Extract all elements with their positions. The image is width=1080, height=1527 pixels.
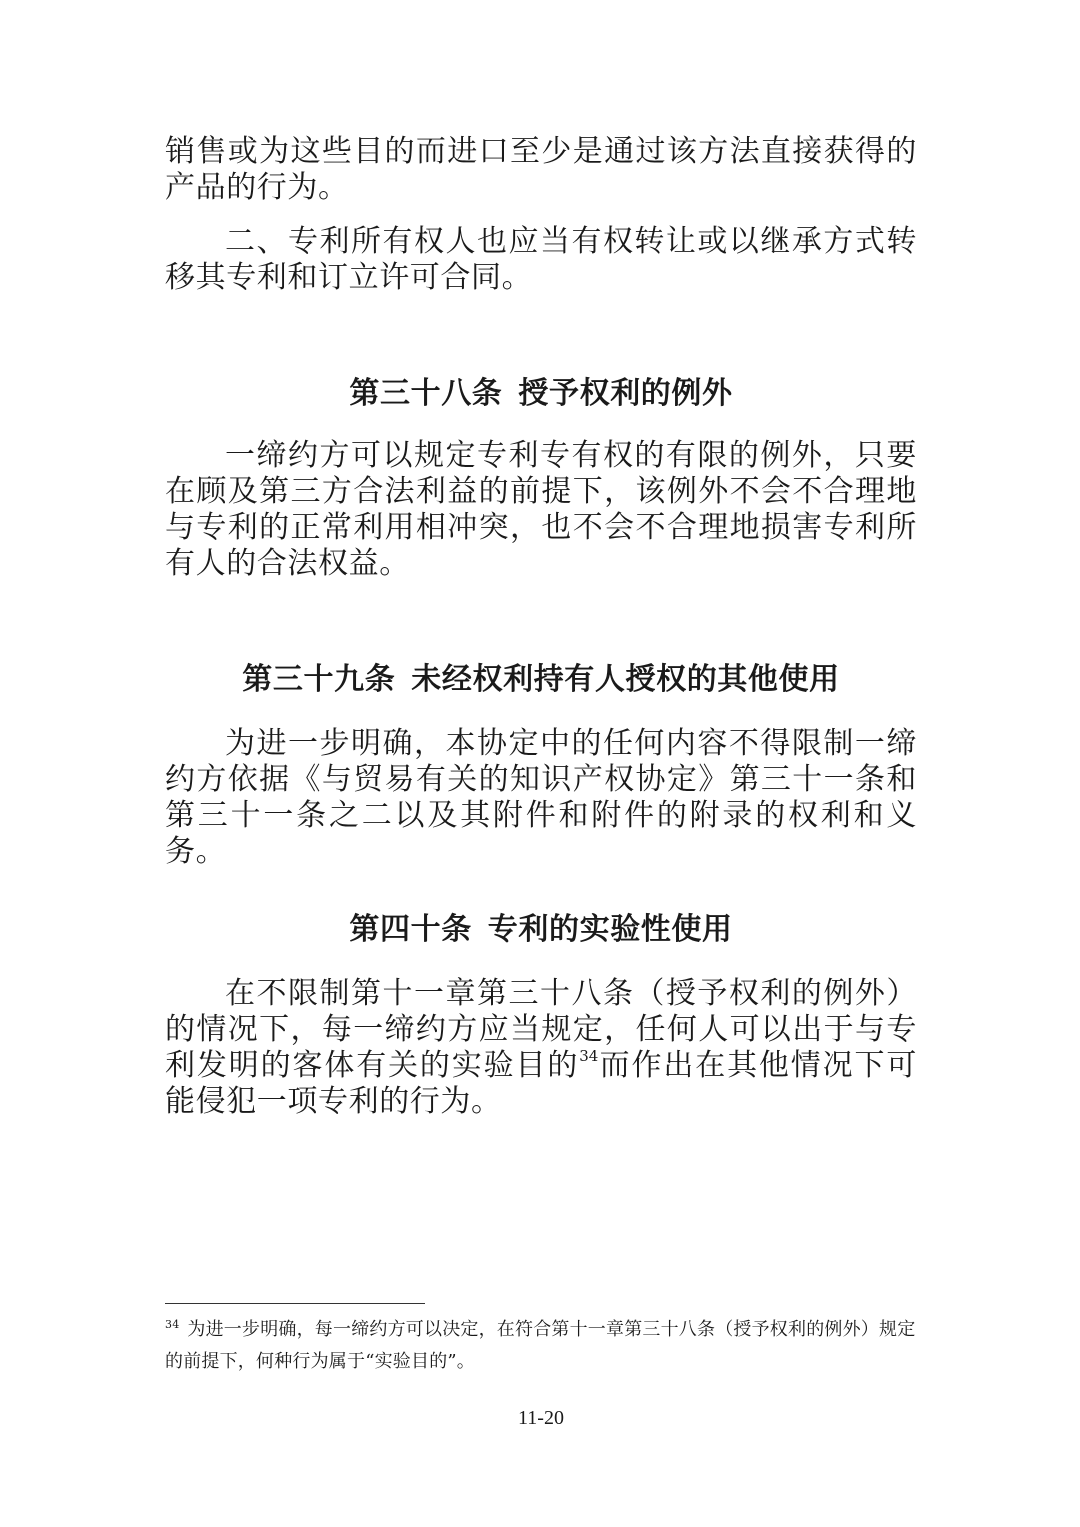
article-title: 未经权利持有人授权的其他使用 [411, 662, 840, 697]
footnote-separator [165, 1303, 425, 1304]
article-number: 第三十八条 [349, 376, 503, 411]
paragraph-article-39: 为进一步明确，本协定中的任何内容不得限制一缔约方依据《与贸易有关的知识产权协定》第三十一条和第三十一条之二以及其附件和附件的附录的权利和义务。 [165, 726, 917, 869]
heading-article-38 [165, 376, 917, 412]
paragraph-article-40 [165, 976, 917, 1120]
paragraph-text: 而作出在其他情况下可能侵犯一项专利的行为。 [165, 1048, 917, 1119]
article-title: 授予权利的例外 [518, 376, 733, 411]
article-number: 第三十九条 [242, 662, 396, 697]
footnote-34 [165, 1314, 917, 1378]
article-title: 专利的实验性使用 [487, 912, 733, 947]
paragraph-article-37-clause-2: 二、专利所有权人也应当有权转让或以继承方式转移其专利和订立许可合同。 [165, 224, 917, 295]
page-number: 11-20 [518, 1407, 564, 1429]
article-number: 第四十条 [349, 912, 472, 947]
heading-article-39 [165, 662, 917, 698]
footnote-text: 为进一步明确，每一缔约方可以决定，在符合第十一章第三十八条（授予权利的例外）规定的前提下，何种行为属于“实验目的”。 [165, 1319, 916, 1372]
footnote-reference[interactable]: 34 [579, 1047, 599, 1065]
paragraph-text: 在不限制第十一章第三十八条（授予权利的例外）的情况下，每一缔约方应当规定，任何人可以出于与专利发明的客体有关的实验目的 [165, 976, 917, 1083]
paragraph-continuation: 销售或为这些目的而进口至少是通过该方法直接获得的产品的行为。 [165, 134, 917, 205]
footnote-number: 34 [165, 1318, 180, 1331]
heading-article-40 [165, 912, 917, 948]
paragraph-article-38: 一缔约方可以规定专利专有权的有限的例外，只要在顾及第三方合法利益的前提下，该例外不会不合理地与专利的正常利用相冲突，也不会不合理地损害专利所有人的合法权益。 [165, 438, 917, 581]
